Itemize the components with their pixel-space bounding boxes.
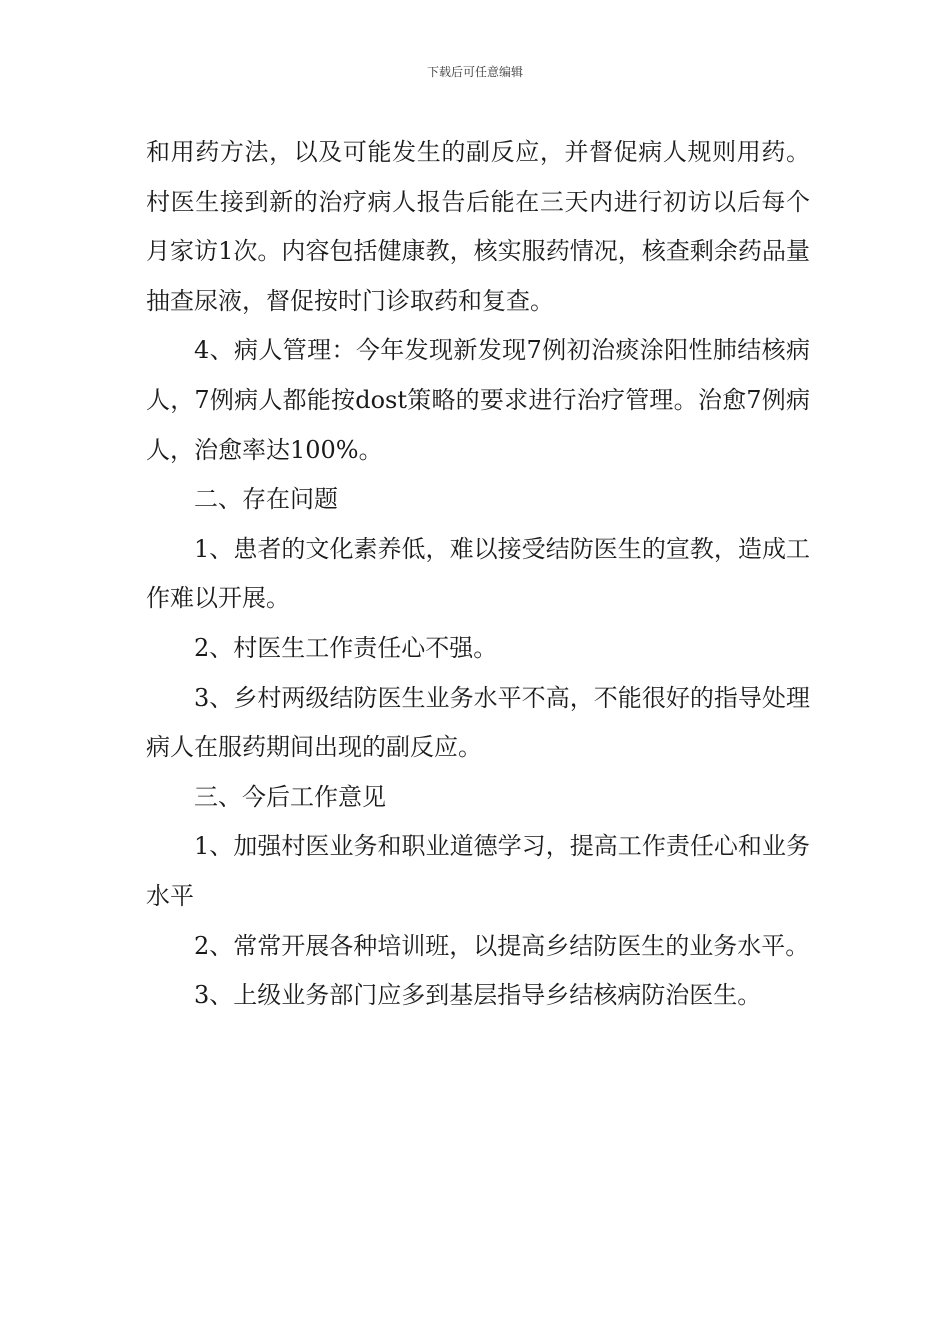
section-heading-problems: 二、存在问题: [194, 485, 338, 514]
paragraph-opinion-3: 3、上级业务部门应多到基层指导乡结核病防治医生。: [194, 981, 762, 1010]
page-header: 下载后可任意编辑: [426, 65, 523, 79]
paragraph-problem-3: 3、乡村两级结防医生业务水平不高，不能很好的指导处理病人在服药期间出现的副反应。: [146, 683, 810, 762]
paragraph-opinion-1: 1、加强村医业务和职业道德学习，提高工作责任心和业务水平: [146, 832, 810, 910]
paragraph-opinion-2: 2、常常开展各种培训班，以提高乡结防医生的业务水平。: [194, 931, 810, 960]
paragraph-problem-1: 1、患者的文化素养低，难以接受结防医生的宣教，造成工作难以开展。: [146, 534, 810, 613]
paragraph-problem-2: 2、村医生工作责任心不强。: [194, 633, 498, 662]
section-heading-opinions: 三、今后工作意见: [194, 782, 386, 811]
paragraph-2: 4、病人管理：今年发现新发现7例初治痰涂阳性肺结核病人，7例病人都能按dost策略的要求进行治疗管理。治愈7例病人，治愈率达100%。: [146, 336, 810, 464]
paragraph-1: 和用药方法，以及可能发生的副反应，并督促病人规则用药。村医生接到新的治疗病人报告后能在三天内进行初访以后每个月家访1次。内容包括健康教，核实服药情况，核查剩余药品量抽查尿液，督促按时门诊取药和复查。: [146, 138, 810, 315]
document-body: [146, 128, 810, 1021]
